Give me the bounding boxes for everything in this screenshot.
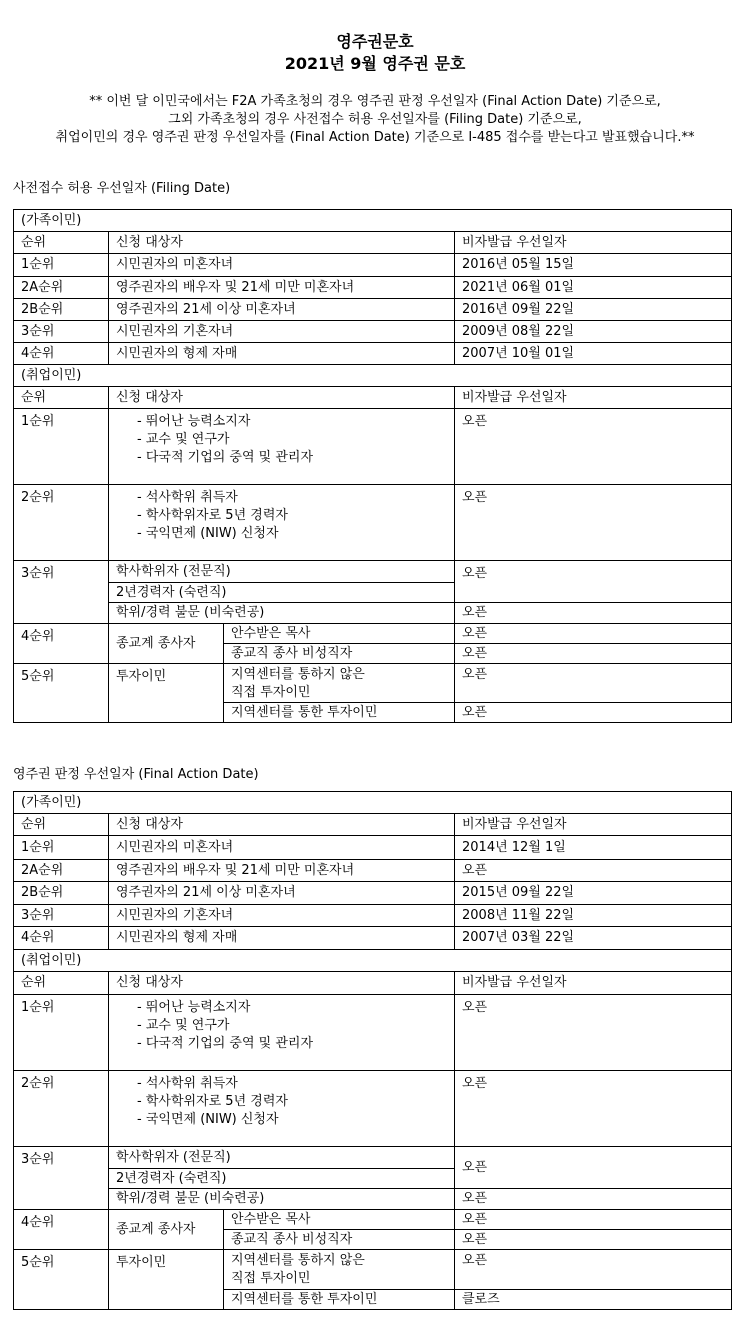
date-cell: 오픈	[455, 624, 732, 644]
col-header-rank: 순위	[14, 972, 109, 995]
table-row: 2순위 - 석사학위 취득자 - 학사학위자로 5년 경력자 - 국익면제 (NIW) 신청자 오픈	[14, 485, 732, 561]
date-cell: 오픈	[455, 664, 732, 703]
date-cell: 오픈	[455, 1189, 732, 1210]
table-row: 4순위 시민권자의 형제 자매 2007년 03월 22일	[14, 927, 732, 950]
date-cell: 오픈	[455, 1210, 732, 1230]
table-row: 5순위 투자이민 지역센터를 통하지 않은 직접 투자이민 오픈	[14, 1250, 732, 1290]
final-action-date-table	[13, 791, 732, 1310]
table-row: 5순위 투자이민 지역센터를 통하지 않은 직접 투자이민 오픈	[14, 664, 732, 703]
table-row: 종교직 종사 비성직자 오픈	[14, 644, 732, 664]
date-cell: 오픈	[455, 1230, 732, 1250]
table-row: 2년경력자 (숙련직)	[14, 1169, 732, 1189]
notice-line-3: 취업이민의 경우 영주권 판정 우선일자를 (Final Action Date) 기준으로 I-485 접수를 받는다고 발표했습니다.**	[55, 130, 695, 145]
date-cell: 오픈	[455, 603, 732, 624]
col-header-rank: 순위	[14, 232, 109, 254]
filing-date-heading: 사전접수 허용 우선일자 (Filing Date)	[13, 181, 231, 196]
filing-date-table	[13, 209, 732, 723]
date-cell: 2016년 05월 15일	[455, 254, 732, 277]
col-header-applicant: 신청 대상자	[109, 387, 455, 409]
date-cell: 오픈	[455, 409, 732, 485]
date-cell: 오픈	[455, 995, 732, 1071]
family-section-label: (가족이민)	[14, 210, 732, 232]
table-row: 4순위 시민권자의 형제 자매 2007년 10월 01일	[14, 343, 732, 365]
date-cell: 오픈	[455, 703, 732, 723]
col-header-date: 비자발급 우선일자	[455, 972, 732, 995]
date-cell: 2016년 09월 22일	[455, 299, 732, 321]
date-cell: 2014년 12월 1일	[455, 836, 732, 860]
notice-line-1: ** 이번 달 이민국에서는 F2A 가족초청의 경우 영주권 판정 우선일자 (Final Action Date) 기준으로,	[89, 94, 661, 109]
date-cell: 2021년 06월 01일	[455, 277, 732, 299]
col-header-date: 비자발급 우선일자	[455, 387, 732, 409]
table-row: 지역센터를 통한 투자이민 클로즈	[14, 1290, 732, 1310]
table-row: 1순위 - 뛰어난 능력소지자 - 교수 및 연구가 - 다국적 기업의 중역 및 관리자 오픈	[14, 409, 732, 485]
col-header-applicant: 신청 대상자	[109, 972, 455, 995]
table-row: 1순위 - 뛰어난 능력소지자 - 교수 및 연구가 - 다국적 기업의 중역 및 관리자 오픈	[14, 995, 732, 1071]
date-cell: 클로즈	[455, 1290, 732, 1310]
date-cell: 2015년 09월 22일	[455, 882, 732, 905]
col-header-applicant: 신청 대상자	[109, 814, 455, 836]
table-row: 학위/경력 불문 (비숙련공) 오픈	[14, 1189, 732, 1210]
page-subtitle: 2021년 9월 영주권 문호	[284, 54, 466, 73]
date-cell: 오픈	[455, 1250, 732, 1290]
family-section-label: (가족이민)	[14, 792, 732, 814]
col-header-applicant: 신청 대상자	[109, 232, 455, 254]
date-cell: 오픈	[455, 644, 732, 664]
date-cell: 2009년 08월 22일	[455, 321, 732, 343]
notice-line-2: 그외 가족초청의 경우 사전접수 허용 우선일자를 (Filing Date) 기준으로,	[168, 112, 582, 127]
date-cell: 2008년 11월 22일	[455, 905, 732, 927]
table-row: 종교직 종사 비성직자 오픈	[14, 1230, 732, 1250]
table-row: 1순위 시민권자의 미혼자녀 2014년 12월 1일	[14, 836, 732, 860]
table-row: 2년경력자 (숙련직)	[14, 583, 732, 603]
col-header-rank: 순위	[14, 814, 109, 836]
table-row: 1순위 시민권자의 미혼자녀 2016년 05월 15일	[14, 254, 732, 277]
date-cell: 2007년 03월 22일	[455, 927, 732, 950]
date-cell: 2007년 10월 01일	[455, 343, 732, 365]
table-row: 학위/경력 불문 (비숙련공) 오픈	[14, 603, 732, 624]
table-row: 3순위 학사학위자 (전문직) 오픈	[14, 561, 732, 583]
col-header-date: 비자발급 우선일자	[455, 814, 732, 836]
table-row: 4순위 종교계 종사자 안수받은 목사 오픈	[14, 624, 732, 644]
table-row: 2B순위 영주권자의 21세 이상 미혼자녀 2016년 09월 22일	[14, 299, 732, 321]
date-cell: 오픈	[455, 1071, 732, 1147]
employment-section-label: (취업이민)	[14, 950, 732, 972]
table-row: 지역센터를 통한 투자이민 오픈	[14, 703, 732, 723]
table-row: 3순위 시민권자의 기혼자녀 2008년 11월 22일	[14, 905, 732, 927]
table-row: 2B순위 영주권자의 21세 이상 미혼자녀 2015년 09월 22일	[14, 882, 732, 905]
final-action-date-heading: 영주권 판정 우선일자 (Final Action Date)	[13, 767, 259, 782]
employment-section-label: (취업이민)	[14, 365, 732, 387]
table-row: 2순위 - 석사학위 취득자 - 학사학위자로 5년 경력자 - 국익면제 (NIW) 신청자 오픈	[14, 1071, 732, 1147]
col-header-date: 비자발급 우선일자	[455, 232, 732, 254]
table-row: 2A순위 영주권자의 배우자 및 21세 미만 미혼자녀 오픈	[14, 860, 732, 882]
date-cell: 오픈	[455, 1147, 732, 1189]
date-cell: 오픈	[455, 860, 732, 882]
table-row: 2A순위 영주권자의 배우자 및 21세 미만 미혼자녀 2021년 06월 01일	[14, 277, 732, 299]
date-cell: 오픈	[455, 485, 732, 561]
table-row: 4순위 종교계 종사자 안수받은 목사 오픈	[14, 1210, 732, 1230]
col-header-rank: 순위	[14, 387, 109, 409]
table-row: 3순위 학사학위자 (전문직) 오픈	[14, 1147, 732, 1169]
date-cell: 오픈	[455, 561, 732, 603]
table-row: 3순위 시민권자의 기혼자녀 2009년 08월 22일	[14, 321, 732, 343]
page-title: 영주권문호	[336, 32, 414, 51]
